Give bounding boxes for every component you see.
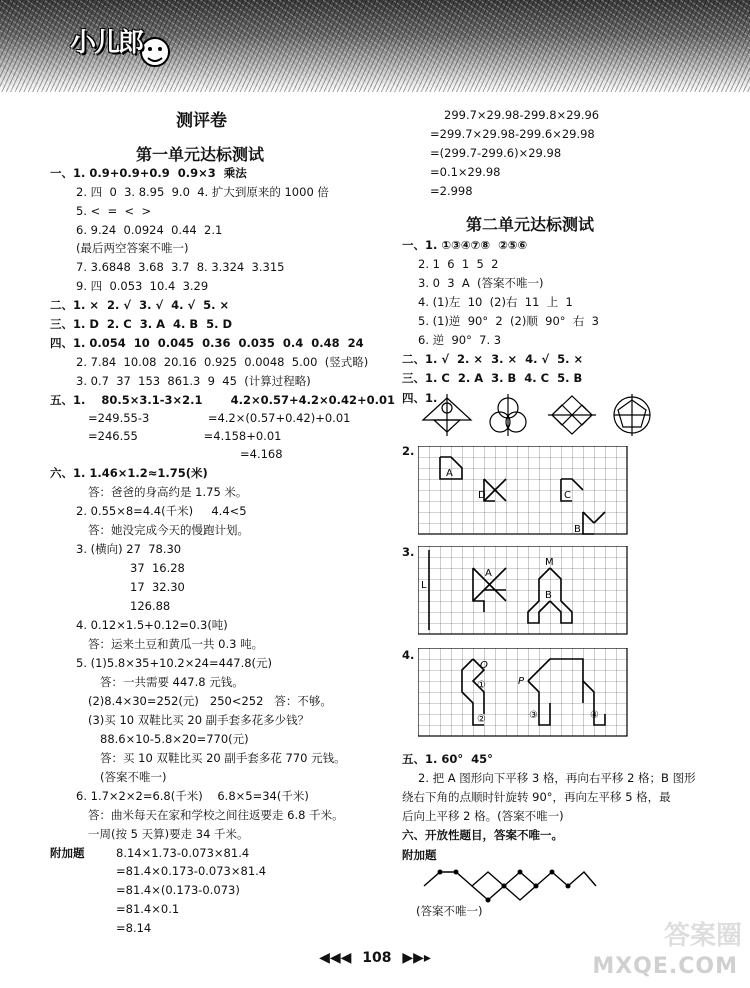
answer-line: 299.7×29.98-299.8×29.96 bbox=[444, 108, 600, 122]
answer-line: =8.14 bbox=[116, 921, 152, 935]
answer-line: 88.6×10-5.8×20=770(元) bbox=[100, 732, 249, 746]
answer-line: =81.4×0.173-0.073×81.4 bbox=[116, 864, 267, 878]
answer-line: 六、1. 1.46×1.2≈1.75(米) bbox=[50, 466, 208, 480]
answer-line: 4. (1)左 10 (2)右 11 上 1 bbox=[418, 295, 573, 309]
answer-line: (3)买 10 双鞋比买 20 副手套多花多少钱？ bbox=[88, 713, 310, 727]
answer-line: =246.55 =4.158+0.01 bbox=[88, 429, 282, 443]
answer-line: =0.1×29.98 bbox=[430, 165, 501, 179]
answer-line: 2. 0.55×8=4.4(千米) 4.4<5 bbox=[76, 504, 247, 518]
answer-line: 四、1. 0.054 10 0.045 0.36 0.035 0.4 0.48 24 bbox=[50, 336, 364, 350]
answer-line: 6. 逆 90° 7. 3 bbox=[418, 333, 502, 347]
answer-line: =81.4×(0.173-0.073) bbox=[116, 883, 240, 897]
label-c: C bbox=[564, 490, 571, 501]
answer-line: 2. 7.84 10.08 20.16 0.925 0.0048 5.00 (竖式略) bbox=[76, 355, 369, 369]
answer-line: 六、开放性题目，答案不唯一。 bbox=[402, 828, 563, 842]
answer-line: 6. 9.24 0.0924 0.44 2.1 bbox=[76, 223, 223, 237]
answer-line: (最后两空答案不唯一) bbox=[76, 241, 189, 255]
page-number: 108 bbox=[362, 950, 392, 966]
answer-line: 五、1. 80.5×3.1-3×2.1 4.2×0.57+4.2×0.42+0.01 bbox=[50, 393, 395, 407]
label-m: M bbox=[545, 557, 554, 568]
extra-title: 附加题 bbox=[402, 848, 437, 862]
answer-line: (2)8.4×30=252(元) 250<252 答：不够。 bbox=[88, 694, 332, 708]
label-b: B bbox=[545, 590, 552, 601]
answer-line: 5. (1)5.8×35+10.2×24=447.8(元) bbox=[76, 656, 273, 670]
answer-line: 答：她没完成今天的慢跑计划。 bbox=[88, 523, 249, 537]
answer-line: 三、1. C 2. A 3. B 4. C 5. B bbox=[402, 371, 583, 385]
logo-text: 小儿郎 bbox=[70, 28, 143, 58]
figure-4 bbox=[614, 394, 650, 436]
answer-line: =249.55-3 =4.2×(0.57+0.42)+0.01 bbox=[88, 411, 351, 425]
extra-title: 附加题 bbox=[50, 846, 85, 860]
watermark-logo: 答案圈 bbox=[663, 921, 742, 951]
answer-line: 3. (横向) 27 78.30 bbox=[76, 542, 182, 556]
answer-line: 3. 0.7 37 153 861.3 9 45 (计算过程略) bbox=[76, 374, 311, 388]
answer-line: 五、1. 60° 45° bbox=[402, 752, 493, 766]
grid-figure-4 bbox=[418, 648, 630, 738]
answer-line: (答案不唯一) bbox=[416, 904, 483, 918]
answer-line: 二、1. × 2. √ 3. √ 4. √ 5. × bbox=[50, 298, 230, 312]
answer-line: (答案不唯一) bbox=[100, 770, 167, 784]
question-label: 2. bbox=[402, 444, 415, 458]
label-circle-2: ② bbox=[477, 714, 486, 725]
answer-line: 四、1. bbox=[402, 391, 438, 405]
answer-line: 答：爸爸的身高约是 1.75 米。 bbox=[88, 485, 248, 499]
answer-line: 7. 3.6848 3.68 3.7 8. 3.324 3.315 bbox=[76, 260, 285, 274]
question-label: 3. bbox=[402, 545, 415, 559]
answer-line: 126.88 bbox=[130, 599, 171, 613]
answer-line: 2. 把 A 图形向下平移 3 格，再向右平移 2 格；B 图形 bbox=[418, 771, 696, 785]
answer-line: 5. < = < > bbox=[76, 204, 152, 218]
unit2-title: 第二单元达标测试 bbox=[466, 215, 595, 234]
label-a: A bbox=[446, 468, 453, 479]
answer-line: =2.998 bbox=[430, 184, 473, 198]
answer-line: 三、1. D 2. C 3. A 4. B 5. D bbox=[50, 317, 233, 331]
zigzag-figure bbox=[420, 860, 600, 904]
answer-line: 答：曲米每天在家和学校之间往返要走 6.8 千米。 bbox=[88, 808, 344, 822]
answer-line: 答：买 10 双鞋比买 20 副手套多花 770 元钱。 bbox=[100, 751, 346, 765]
answer-line: 答：运来土豆和黄瓜一共 0.3 吨。 bbox=[88, 637, 264, 651]
answer-line: 17 32.30 bbox=[130, 580, 185, 594]
answer-line: 6. 1.7×2×2=6.8(千米) 6.8×5=34(千米) bbox=[76, 789, 309, 803]
answer-line: 一、1. ①③④⑦⑧ ②⑤⑥ bbox=[402, 238, 528, 252]
label-d: D bbox=[478, 490, 486, 501]
answer-line: 2. 四 0 3. 8.95 9.0 4. 扩大到原来的 1000 倍 bbox=[76, 185, 329, 199]
answer-line: 2. 1 6 1 5 2 bbox=[418, 257, 499, 271]
answer-line: 9. 四 0.053 10.4 3.29 bbox=[76, 279, 209, 293]
unit1-title: 第一单元达标测试 bbox=[136, 145, 265, 164]
figure-3 bbox=[548, 396, 596, 434]
symmetry-figures bbox=[418, 392, 658, 438]
grid-figure-3 bbox=[418, 546, 630, 640]
answer-line: 8.14×1.73-0.073×81.4 bbox=[116, 846, 250, 860]
answer-line: 3. 0 3 A (答案不唯一) bbox=[418, 276, 544, 290]
question-label: 4. bbox=[402, 648, 415, 662]
figure-2 bbox=[490, 394, 526, 436]
label-b: B bbox=[574, 524, 581, 535]
answer-line: 绕右下角的点顺时针旋转 90°，再向左平移 5 格，最 bbox=[402, 790, 671, 804]
label-circle-3: ③ bbox=[529, 710, 538, 721]
page-title: 测评卷 bbox=[176, 111, 227, 131]
label-a: A bbox=[485, 568, 492, 579]
prev-arrows-icon: ◀◀◀ bbox=[319, 950, 352, 966]
figure-1 bbox=[423, 394, 471, 436]
answer-line: =81.4×0.1 bbox=[116, 902, 180, 916]
answer-line: =4.168 bbox=[240, 447, 283, 461]
answer-line: 5. (1)逆 90° 2 (2)顺 90° 右 3 bbox=[418, 314, 599, 328]
answer-line: 一周(按 5 天算)要走 34 千米。 bbox=[88, 827, 249, 841]
answer-line: 答：一共需要 447.8 元钱。 bbox=[100, 675, 244, 689]
label-p: P bbox=[518, 676, 525, 687]
label-o: O bbox=[480, 660, 488, 671]
label-circle-4: ④ bbox=[590, 710, 599, 721]
answer-line: 后向上平移 2 格。(答案不唯一) bbox=[402, 809, 564, 823]
watermark-url: MXQE.COM bbox=[592, 954, 738, 979]
answer-line: 37 16.28 bbox=[130, 561, 185, 575]
label-circle-1: ① bbox=[477, 680, 486, 691]
answer-line: =(299.7-299.6)×29.98 bbox=[430, 146, 562, 160]
answer-line: 4. 0.12×1.5+0.12=0.3(吨) bbox=[76, 618, 228, 632]
answer-line: =299.7×29.98-299.6×29.98 bbox=[430, 127, 595, 141]
label-l: L bbox=[421, 580, 427, 591]
next-arrows-icon: ▶▶▸ bbox=[402, 950, 431, 966]
answer-line: 二、1. √ 2. × 3. × 4. √ 5. × bbox=[402, 352, 584, 366]
answer-line: 一、1. 0.9+0.9+0.9 0.9×3 乘法 bbox=[50, 166, 247, 180]
grid-figure-2 bbox=[418, 446, 630, 540]
